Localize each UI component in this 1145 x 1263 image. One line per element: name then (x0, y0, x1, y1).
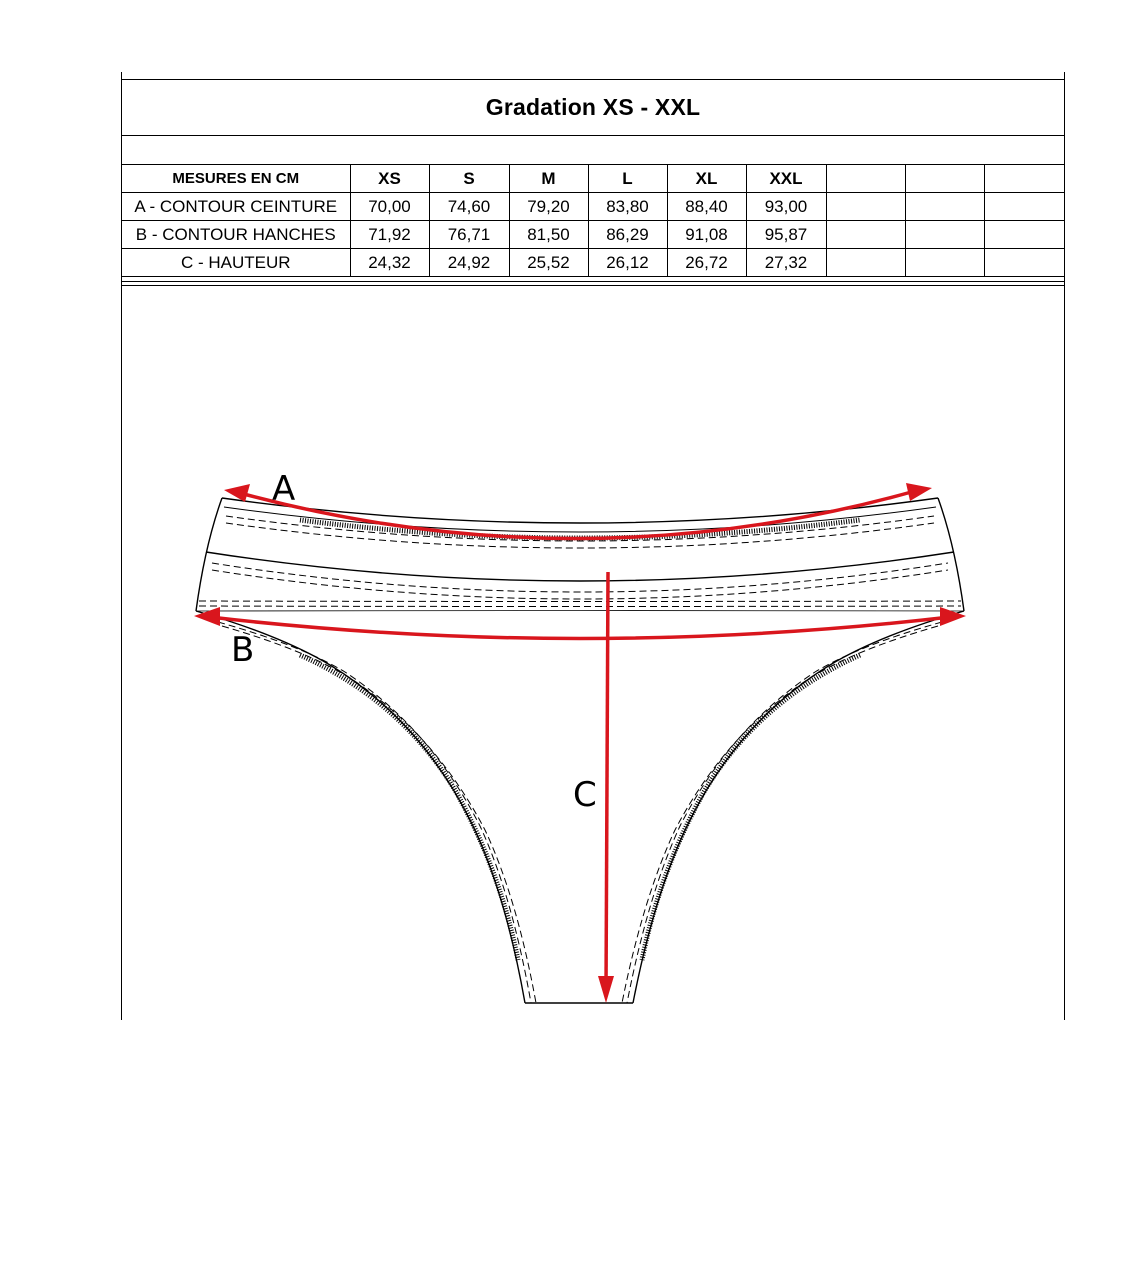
table-cell: 24,92 (429, 249, 509, 277)
column-header-size: M (509, 165, 588, 193)
table-cell: 81,50 (509, 221, 588, 249)
arrow-b-hips (210, 617, 950, 639)
arrowhead-b-left (194, 607, 220, 626)
table-cell: 93,00 (746, 193, 826, 221)
table-cell: 88,40 (667, 193, 746, 221)
table-cell: 24,32 (350, 249, 429, 277)
chart-title: Gradation XS - XXL (485, 94, 701, 120)
table-cell: 26,12 (588, 249, 667, 277)
table-cell: 86,29 (588, 221, 667, 249)
column-header-size: XXL (746, 165, 826, 193)
column-header-size: XS (350, 165, 429, 193)
arrowhead-c-down (598, 976, 614, 1003)
label-a: A (272, 469, 296, 509)
table-cell: 25,52 (509, 249, 588, 277)
table-cell: 74,60 (429, 193, 509, 221)
label-c: C (573, 775, 597, 815)
column-header-size: L (588, 165, 667, 193)
arrowheads (194, 483, 966, 1003)
table-cell: 76,71 (429, 221, 509, 249)
arrow-c-height (606, 572, 608, 990)
label-b: B (231, 630, 255, 670)
column-header-measures: MESURES EN CM (122, 165, 350, 193)
table-cell: 27,32 (746, 249, 826, 277)
arrowhead-a-right (906, 483, 932, 501)
column-header-size: XL (667, 165, 746, 193)
table-cell: 95,87 (746, 221, 826, 249)
measurement-arrows (210, 491, 950, 990)
arrowhead-b-right (940, 607, 966, 626)
table-cell: 26,72 (667, 249, 746, 277)
table-cell: 71,92 (350, 221, 429, 249)
briefs-outline (196, 498, 964, 1003)
stitching-lines (199, 516, 961, 1003)
table-cell: 70,00 (350, 193, 429, 221)
row-label-height: C - HAUTEUR (122, 249, 350, 277)
table-cell: 91,08 (667, 221, 746, 249)
elastic-texture (300, 520, 860, 960)
table-cell: 83,80 (588, 193, 667, 221)
column-header-size: S (429, 165, 509, 193)
row-label-waist: A - CONTOUR CEINTURE (122, 193, 350, 221)
row-label-hips: B - CONTOUR HANCHES (122, 221, 350, 249)
arrow-a-waist (240, 491, 915, 539)
table-cell: 79,20 (509, 193, 588, 221)
